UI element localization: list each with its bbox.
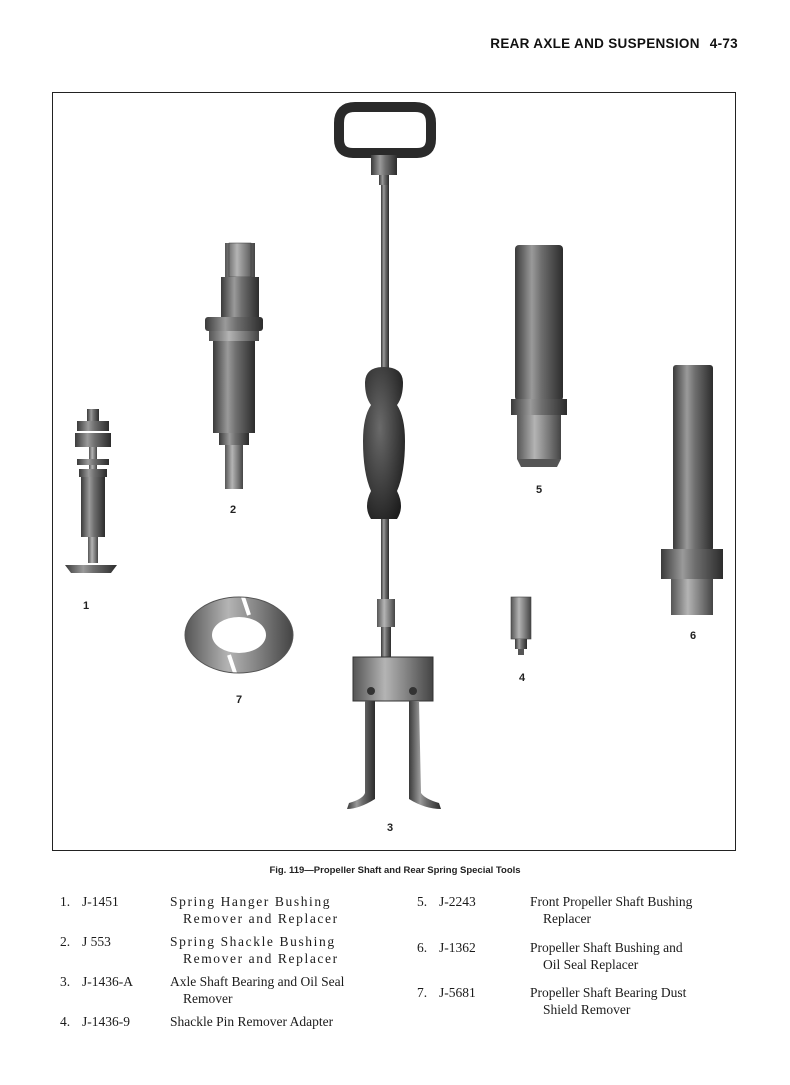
tool-7-label: 7 <box>236 694 243 706</box>
description-line: Propeller Shaft Bearing Dust <box>530 985 687 1000</box>
tool-3-label: 3 <box>387 822 394 834</box>
tools-figure <box>52 92 736 851</box>
description-line: Remover and Replacer <box>183 911 339 926</box>
tool-1-image <box>65 409 117 612</box>
tool-description <box>170 893 390 927</box>
tool-description <box>170 1013 390 1030</box>
legend-item <box>417 893 739 927</box>
description-line: Front Propeller Shaft Bushing <box>530 894 693 909</box>
item-number: 2. <box>60 934 71 949</box>
tool-description <box>170 933 390 967</box>
legend-item <box>60 1013 390 1030</box>
tool-4-image <box>511 597 531 684</box>
tool-6-label: 6 <box>690 630 697 642</box>
tool-description <box>530 939 739 973</box>
tool-description <box>530 893 739 927</box>
legend-column-right <box>417 893 739 1024</box>
tool-2-image <box>205 243 263 516</box>
description-line: Oil Seal Replacer <box>543 957 639 972</box>
legend-item <box>417 939 739 973</box>
item-number: 1. <box>60 894 71 909</box>
figure-caption: Fig. 119—Propeller Shaft and Rear Spring Special Tools <box>269 865 521 876</box>
tools-photo <box>53 93 736 851</box>
tool-5-label: 5 <box>536 484 543 496</box>
page-number: 4-73 <box>709 36 738 51</box>
tool-number: J-1362 <box>439 940 476 955</box>
item-number: 7. <box>417 985 428 1000</box>
item-number: 4. <box>60 1014 71 1029</box>
item-number: 5. <box>417 894 428 909</box>
tool-1-label: 1 <box>83 600 90 612</box>
tool-number: J-1436-A <box>82 974 133 989</box>
tool-number: J-1451 <box>82 894 119 909</box>
tool-number: J-5681 <box>439 985 476 1000</box>
description-line: Shackle Pin Remover Adapter <box>170 1014 334 1029</box>
tool-number: J-1436-9 <box>82 1014 130 1029</box>
description-line: Shield Remover <box>543 1002 631 1017</box>
legend-item <box>60 973 390 1007</box>
item-number: 6. <box>417 940 428 955</box>
tool-3-image <box>339 107 441 834</box>
section-title: REAR AXLE AND SUSPENSION <box>490 36 700 51</box>
description-line: Replacer <box>543 911 591 926</box>
tool-6-image <box>661 365 723 642</box>
tool-number: J 553 <box>82 934 111 949</box>
tool-description <box>530 984 739 1018</box>
legend-item <box>60 933 390 967</box>
tool-description <box>170 973 390 1007</box>
description-line: Remover and Replacer <box>183 951 339 966</box>
description-line: Remover <box>183 991 233 1006</box>
page-header <box>490 36 738 51</box>
tool-7-image <box>185 597 293 706</box>
tool-4-label: 4 <box>519 672 526 684</box>
tool-number: J-2243 <box>439 894 476 909</box>
description-line: Axle Shaft Bearing and Oil Seal <box>170 974 345 989</box>
description-line: Spring Hanger Bushing <box>170 894 332 909</box>
legend-item <box>417 984 739 1018</box>
tool-2-label: 2 <box>230 504 237 516</box>
item-number: 3. <box>60 974 71 989</box>
description-line: Propeller Shaft Bushing and <box>530 940 683 955</box>
legend-column-left <box>60 893 390 1036</box>
description-line: Spring Shackle Bushing <box>170 934 336 949</box>
legend-item <box>60 893 390 927</box>
tool-5-image <box>511 245 567 496</box>
